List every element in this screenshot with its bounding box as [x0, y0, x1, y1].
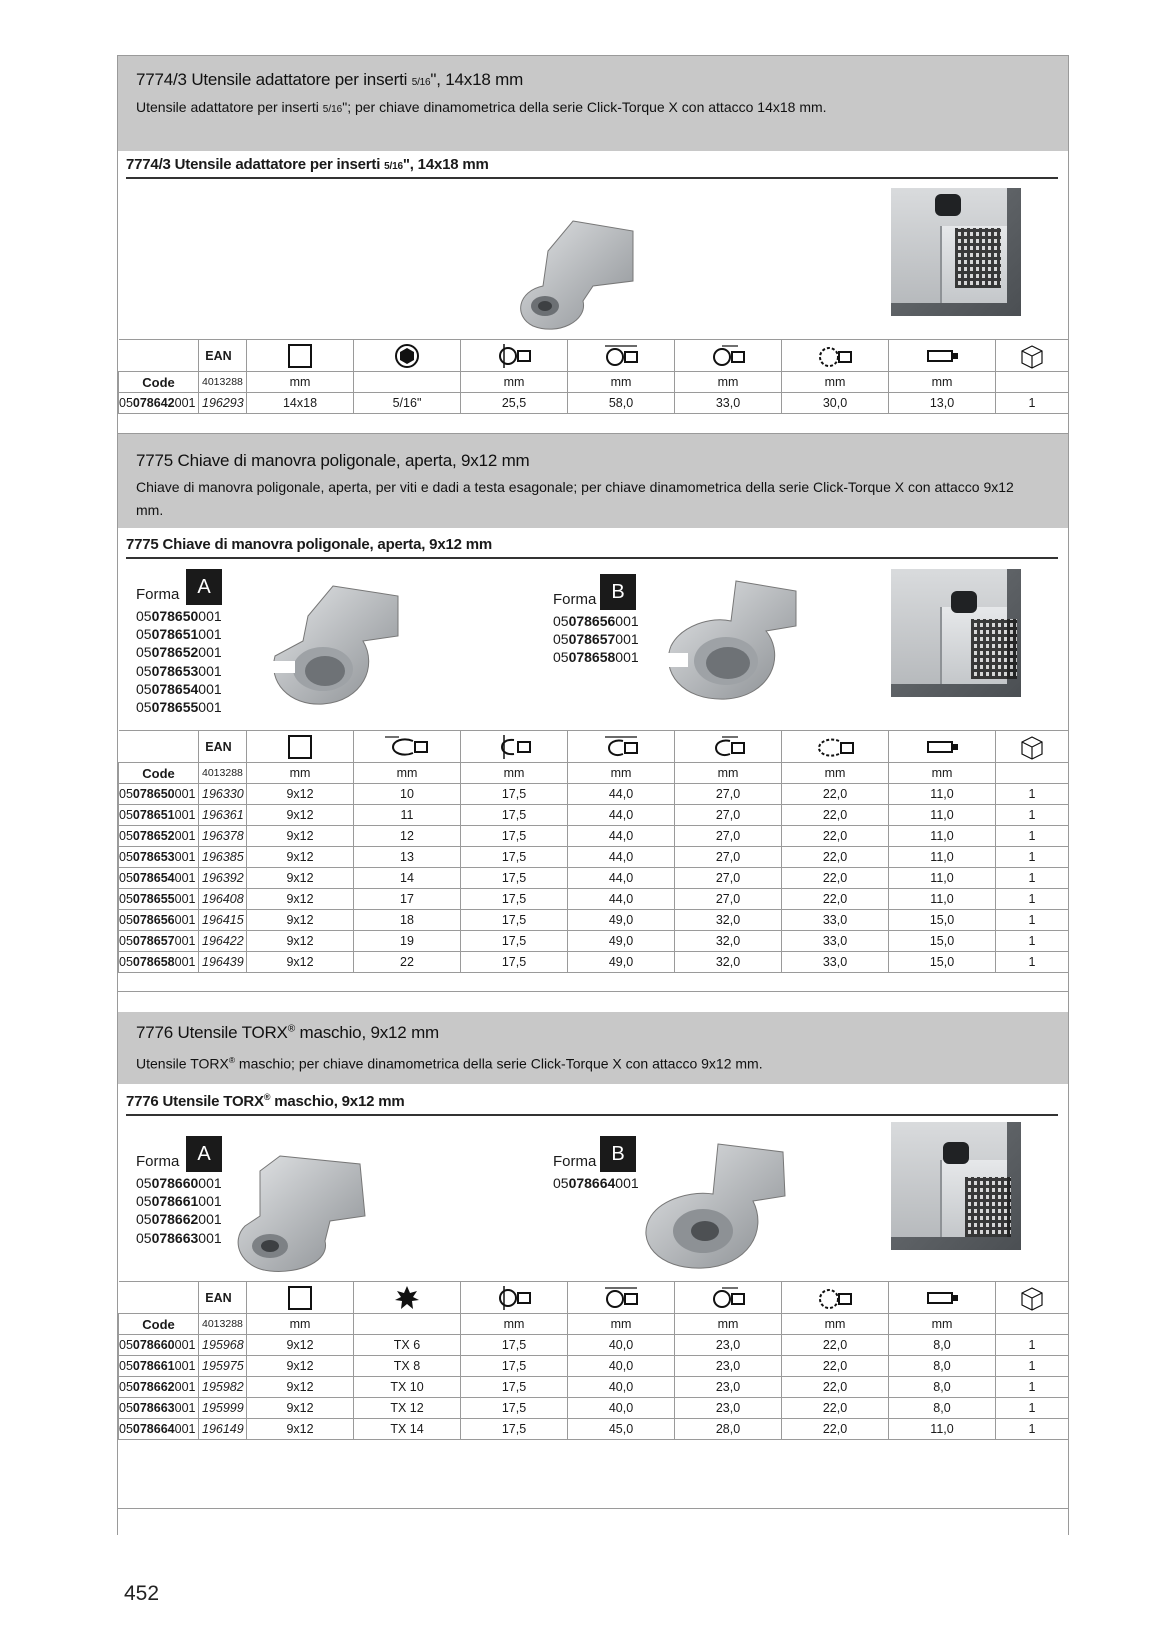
section1-title: 7774/3 Utensile adattatore per inserti 5/16", 14x18 mm	[136, 70, 524, 89]
spec-cell: 33,0	[675, 393, 782, 414]
spec-cell: 22,0	[782, 1356, 889, 1377]
spec-cell: 25,5	[461, 393, 568, 414]
table-row	[119, 826, 1069, 847]
spec-cell: 27,0	[675, 889, 782, 910]
spec-cell: 44,0	[568, 826, 675, 847]
square-drive-icon	[286, 342, 314, 370]
torx-tool-b-image	[633, 1136, 793, 1271]
section1-spec-table: EAN Code 4013288 mm mm mm mm mm mm 05078642001 196293 14x18 5/16" 25,5 58,0 33,0 30,0 13,0 1	[118, 339, 1069, 414]
spec-cell: 15,0	[889, 910, 996, 931]
section1-description: Utensile adattatore per inserti 5/16"; per chiave dinamometrica della serie Click-Torque X con attacco 14x18 mm.	[136, 99, 827, 115]
package-icon	[1018, 342, 1046, 370]
section2-header	[118, 434, 1068, 528]
table-row	[119, 1335, 1069, 1356]
head-width-icon	[815, 342, 855, 370]
spec-cell: 17,5	[461, 889, 568, 910]
table-row	[119, 910, 1069, 931]
spec-cell: 17,5	[461, 952, 568, 973]
forma-code: 05078664001	[553, 1175, 639, 1191]
ean-code: 196149	[199, 1419, 247, 1440]
spec-cell: 14	[354, 868, 461, 889]
forma-code: 05078655001	[136, 699, 222, 716]
ean-code: 196415	[199, 910, 247, 931]
product-code: 05078650001	[119, 784, 199, 805]
forma-code: 05078660001	[136, 1175, 222, 1191]
spec-cell: TX 6	[354, 1335, 461, 1356]
spec-cell: 17,5	[461, 805, 568, 826]
section2-detail-image	[891, 569, 1021, 697]
spec-cell: 1	[996, 805, 1069, 826]
spec-cell: 11	[354, 805, 461, 826]
table-row	[119, 889, 1069, 910]
section3-detail-image	[891, 1122, 1021, 1250]
ean-code: 196408	[199, 889, 247, 910]
spec-cell: 45,0	[568, 1419, 675, 1440]
spec-cell: 22,0	[782, 1398, 889, 1419]
spec-cell: 1	[996, 889, 1069, 910]
spec-cell: 12	[354, 826, 461, 847]
section3-header	[118, 1012, 1068, 1084]
spec-cell: 17,5	[461, 847, 568, 868]
spec-cell: 1	[996, 784, 1069, 805]
spec-cell: 44,0	[568, 784, 675, 805]
spec-cell: 22,0	[782, 826, 889, 847]
spec-cell: 14x18	[247, 393, 354, 414]
spec-cell: 44,0	[568, 868, 675, 889]
section2-subtitle: 7775 Chiave di manovra poligonale, aperta, 9x12 mm	[126, 536, 1058, 559]
spec-cell: 9x12	[247, 931, 354, 952]
spec-cell: 1	[996, 1398, 1069, 1419]
forma-code: 05078657001	[553, 631, 639, 648]
section3-forma-b: Forma B 05078664001	[553, 1136, 663, 1206]
product-code: 05078664001	[119, 1419, 199, 1440]
product-code: 05078662001	[119, 1377, 199, 1398]
head-width-icon	[815, 1284, 855, 1312]
spec-cell: 17,5	[461, 931, 568, 952]
spec-cell: TX 12	[354, 1398, 461, 1419]
spec-cell: 40,0	[568, 1335, 675, 1356]
spec-cell: 9x12	[247, 847, 354, 868]
table-row	[119, 784, 1069, 805]
package-icon	[1018, 1284, 1046, 1312]
table-row	[119, 1356, 1069, 1377]
spec-cell: 1	[996, 1356, 1069, 1377]
table-row	[119, 1398, 1069, 1419]
spec-cell: TX 14	[354, 1419, 461, 1440]
spec-cell: 9x12	[247, 952, 354, 973]
ean-header: EAN	[199, 340, 247, 372]
torx-star-icon	[393, 1284, 421, 1312]
section2-forma-b-codes	[553, 612, 639, 667]
spec-cell: 8,0	[889, 1398, 996, 1419]
ean-code: 196361	[199, 805, 247, 826]
spec-cell: 15,0	[889, 952, 996, 973]
spec-cell: 27,0	[675, 805, 782, 826]
product-code: 05078658001	[119, 952, 199, 973]
ean-code: 195975	[199, 1356, 247, 1377]
ean-code: 196392	[199, 868, 247, 889]
spec-cell: 22,0	[782, 1419, 889, 1440]
spec-cell: 9x12	[247, 805, 354, 826]
center-length-icon	[708, 342, 748, 370]
section2-description: Chiave di manovra poligonale, aperta, per viti e dadi a testa esagonale; per chiave dinamometrica della serie Click-Torque X con attacco 9x12 mm.	[136, 479, 1014, 518]
spec-cell: 1	[996, 1419, 1069, 1440]
spec-cell: 9x12	[247, 1356, 354, 1377]
spec-cell: 5/16"	[354, 393, 461, 414]
package-icon	[1018, 733, 1046, 761]
product-code: 05078642001	[119, 393, 199, 414]
spec-cell: 11,0	[889, 805, 996, 826]
length-dimension-icon	[494, 342, 534, 370]
spec-cell: 44,0	[568, 889, 675, 910]
table-row	[119, 1377, 1069, 1398]
spec-cell: 19	[354, 931, 461, 952]
product-code: 05078655001	[119, 889, 199, 910]
spec-cell: 8,0	[889, 1377, 996, 1398]
spec-cell: 27,0	[675, 868, 782, 889]
spec-cell: 1	[996, 826, 1069, 847]
spec-cell: 27,0	[675, 826, 782, 847]
spec-cell: 8,0	[889, 1356, 996, 1377]
section3-forma-a-codes	[136, 1174, 222, 1247]
section1-subtitle: 7774/3 Utensile adattatore per inserti 5/16", 14x18 mm	[126, 156, 1058, 179]
spec-cell: 11,0	[889, 847, 996, 868]
spec-cell: 58,0	[568, 393, 675, 414]
ean-code: 195982	[199, 1377, 247, 1398]
spec-cell: 1	[996, 868, 1069, 889]
product-code: 05078660001	[119, 1335, 199, 1356]
section3-spec-table: EAN Code 4013288 mm mm mm mm mm mm 05078660001 195968 9x12 TX 6 17,5 40,0 23,0 22,0 8,0 1 05078661001 195975 9x12 TX 8 17,5 40,0 23,0 22,0 8,0 1 05078662001 195982 9x12 TX 10 17,5 40,0 23,0 22,0 8,0 1 05078663001 195999 9x12 TX 12 17,5 40,0 23,0 22,0 8,0 1 05078664001 196149 9x12 TX 14 17,5 45,0 28,0 22,0 11,0 1	[118, 1281, 1069, 1440]
section1-detail-image	[891, 188, 1021, 316]
spec-cell: 28,0	[675, 1419, 782, 1440]
forma-code: 05078663001	[136, 1229, 222, 1246]
product-code: 05078652001	[119, 826, 199, 847]
spec-cell: 1	[996, 847, 1069, 868]
spec-cell: 11,0	[889, 1419, 996, 1440]
spec-cell: 22,0	[782, 847, 889, 868]
spec-cell: 9x12	[247, 1398, 354, 1419]
spec-cell: 13	[354, 847, 461, 868]
square-drive-icon	[286, 733, 314, 761]
thickness-icon	[922, 733, 962, 761]
ean-code: 196422	[199, 931, 247, 952]
forma-code: 05078661001	[136, 1193, 222, 1210]
forma-code: 05078658001	[553, 649, 639, 666]
ean-code: 195999	[199, 1398, 247, 1419]
spec-cell: 22	[354, 952, 461, 973]
spec-cell: TX 8	[354, 1356, 461, 1377]
table-row	[119, 868, 1069, 889]
forma-code: 05078651001	[136, 626, 222, 643]
spec-cell: 22,0	[782, 889, 889, 910]
spec-cell: TX 10	[354, 1377, 461, 1398]
spec-cell: 18	[354, 910, 461, 931]
table-row	[119, 1419, 1069, 1440]
section-spacer	[118, 1508, 1068, 1535]
table-row	[119, 952, 1069, 973]
thickness-icon	[922, 342, 962, 370]
length-dimension-icon	[494, 733, 534, 761]
spec-cell: 23,0	[675, 1335, 782, 1356]
spec-cell: 40,0	[568, 1398, 675, 1419]
spec-cell: 1	[996, 910, 1069, 931]
spec-cell: 22,0	[782, 1335, 889, 1356]
section3-subtitle: 7776 Utensile TORX® maschio, 9x12 mm	[126, 1092, 1058, 1116]
section2-forma-a-codes	[136, 607, 222, 716]
spec-cell: 32,0	[675, 910, 782, 931]
table-row	[119, 931, 1069, 952]
thickness-icon	[922, 1284, 962, 1312]
ean-code: 196385	[199, 847, 247, 868]
spec-cell: 9x12	[247, 868, 354, 889]
spec-cell: 1	[996, 1377, 1069, 1398]
spec-cell: 27,0	[675, 784, 782, 805]
section-spacer	[118, 991, 1068, 1013]
open-ring-wrench-b-image	[656, 571, 801, 701]
spec-cell: 9x12	[247, 784, 354, 805]
spec-cell: 23,0	[675, 1377, 782, 1398]
spec-cell: 30,0	[782, 393, 889, 414]
spec-cell: 17,5	[461, 1356, 568, 1377]
table-row	[119, 847, 1069, 868]
spec-cell: 23,0	[675, 1398, 782, 1419]
section1-header	[118, 56, 1068, 151]
length-dimension-icon	[494, 1284, 534, 1312]
spec-cell: 15,0	[889, 931, 996, 952]
forma-code: 05078654001	[136, 680, 222, 697]
spec-cell: 17,5	[461, 1377, 568, 1398]
section2-title: 7775 Chiave di manovra poligonale, aperta, 9x12 mm	[136, 451, 530, 470]
forma-code: 05078653001	[136, 662, 222, 679]
spec-cell: 49,0	[568, 910, 675, 931]
product-code: 05078656001	[119, 910, 199, 931]
ean-code: 196378	[199, 826, 247, 847]
spec-cell: 22,0	[782, 868, 889, 889]
forma-code: 05078656001	[553, 613, 639, 629]
spec-cell: 22,0	[782, 1377, 889, 1398]
ean-code: 196293	[199, 393, 247, 414]
section3-title: 7776 Utensile TORX® maschio, 9x12 mm	[136, 1023, 439, 1042]
forma-code: 05078650001	[136, 608, 222, 624]
spec-cell: 1	[996, 931, 1069, 952]
spec-cell: 11,0	[889, 868, 996, 889]
spec-cell: 17,5	[461, 1335, 568, 1356]
product-code: 05078654001	[119, 868, 199, 889]
page-number: 452	[124, 1582, 160, 1605]
spec-cell: 9x12	[247, 1377, 354, 1398]
section2-spec-table: EAN Code 4013288 mm mm mm mm mm mm mm 05078650001 196330 9x12 10 17,5 44,0 27,0 22,0 11,0 1 05078651001 196361 9x12 11 17,5 44,0 27,0 22,0 11,0 1 05078652001 196378 9x12 12 17,5 44,0 27,0 22,0 11,0 1 05078653001 196385 9x12 13 17,5 44,0 27,0 22,0 11,0 1 05078654001 196392 9x12 14 17,5 44,0 27,0 22,0 11,0 1 05078655001 196408 9x12 17 17,5 44,0 27,0 22,0 11,0 1 05078656001 196415 9x12 18 17,5 49,0 32,0 33,0 15,0 1 05078657001 196422 9x12 19 17,5 49,0 32,0 33,0 15,0 1 05078658001 196439 9x12 22 17,5 49,0 32,0 33,0 15,0 1	[118, 730, 1069, 973]
forma-code: 05078662001	[136, 1211, 222, 1228]
spec-cell: 17,5	[461, 1419, 568, 1440]
overall-length-icon	[601, 342, 641, 370]
spec-cell: 9x12	[247, 1335, 354, 1356]
overall-length-icon	[601, 1284, 641, 1312]
spec-cell: 9x12	[247, 889, 354, 910]
spec-cell: 17	[354, 889, 461, 910]
spec-cell: 33,0	[782, 931, 889, 952]
section3-forma-a: Forma A 05078660001 05078661001 05078662001 05078663001	[136, 1136, 246, 1246]
spec-cell: 8,0	[889, 1335, 996, 1356]
spec-cell: 1	[996, 1335, 1069, 1356]
spec-cell: 40,0	[568, 1356, 675, 1377]
section3-description: Utensile TORX® maschio; per chiave dinamometrica della serie Click-Torque X con attacco 9x12 mm.	[136, 1055, 763, 1072]
spec-cell: 10	[354, 784, 461, 805]
spec-cell: 1	[996, 393, 1069, 414]
code-header: Code	[119, 372, 199, 393]
product-code: 05078661001	[119, 1356, 199, 1377]
table-row	[119, 805, 1069, 826]
spec-cell: 33,0	[782, 952, 889, 973]
spec-cell: 11,0	[889, 784, 996, 805]
section2-forma-a: Forma A 05078650001 05078651001 05078652001 05078653001 05078654001 05078655001	[136, 569, 246, 719]
head-width-icon	[811, 733, 859, 761]
torx-tool-a-image	[230, 1146, 385, 1276]
open-ring-wrench-a-image	[263, 571, 423, 706]
table-row	[119, 393, 1069, 414]
product-code: 05078651001	[119, 805, 199, 826]
spec-cell: 17,5	[461, 1398, 568, 1419]
spec-cell: 17,5	[461, 868, 568, 889]
section2-forma-b: Forma B 05078656001 05078657001 05078658001	[553, 574, 663, 684]
spec-cell: 13,0	[889, 393, 996, 414]
section3-forma-b-codes	[553, 1174, 639, 1192]
spec-cell: 32,0	[675, 931, 782, 952]
center-length-icon	[708, 1284, 748, 1312]
ean-code: 196330	[199, 784, 247, 805]
center-length-icon	[708, 733, 748, 761]
spec-cell: 9x12	[247, 826, 354, 847]
product-code: 05078653001	[119, 847, 199, 868]
spec-cell: 49,0	[568, 952, 675, 973]
spec-cell: 9x12	[247, 910, 354, 931]
catalog-frame	[117, 55, 1069, 1535]
spec-cell: 9x12	[247, 1419, 354, 1440]
spec-cell: 44,0	[568, 805, 675, 826]
hex-bit-icon	[393, 342, 421, 370]
spec-cell: 23,0	[675, 1356, 782, 1377]
adapter-tool-image	[513, 211, 653, 336]
spec-cell: 1	[996, 952, 1069, 973]
square-drive-icon	[286, 1284, 314, 1312]
forma-code: 05078652001	[136, 644, 222, 661]
product-code: 05078657001	[119, 931, 199, 952]
spec-cell: 17,5	[461, 826, 568, 847]
spec-cell: 11,0	[889, 826, 996, 847]
ean-code: 196439	[199, 952, 247, 973]
spec-cell: 49,0	[568, 931, 675, 952]
product-code: 05078663001	[119, 1398, 199, 1419]
overall-length-icon	[601, 733, 641, 761]
spec-cell: 17,5	[461, 910, 568, 931]
spec-cell: 22,0	[782, 784, 889, 805]
spec-cell: 22,0	[782, 805, 889, 826]
spec-cell: 44,0	[568, 847, 675, 868]
spec-cell: 33,0	[782, 910, 889, 931]
ean-code: 195968	[199, 1335, 247, 1356]
spec-cell: 27,0	[675, 847, 782, 868]
spec-cell: 32,0	[675, 952, 782, 973]
spec-cell: 11,0	[889, 889, 996, 910]
spec-cell: 40,0	[568, 1377, 675, 1398]
spec-cell: 17,5	[461, 784, 568, 805]
wrench-size-icon	[383, 733, 431, 761]
